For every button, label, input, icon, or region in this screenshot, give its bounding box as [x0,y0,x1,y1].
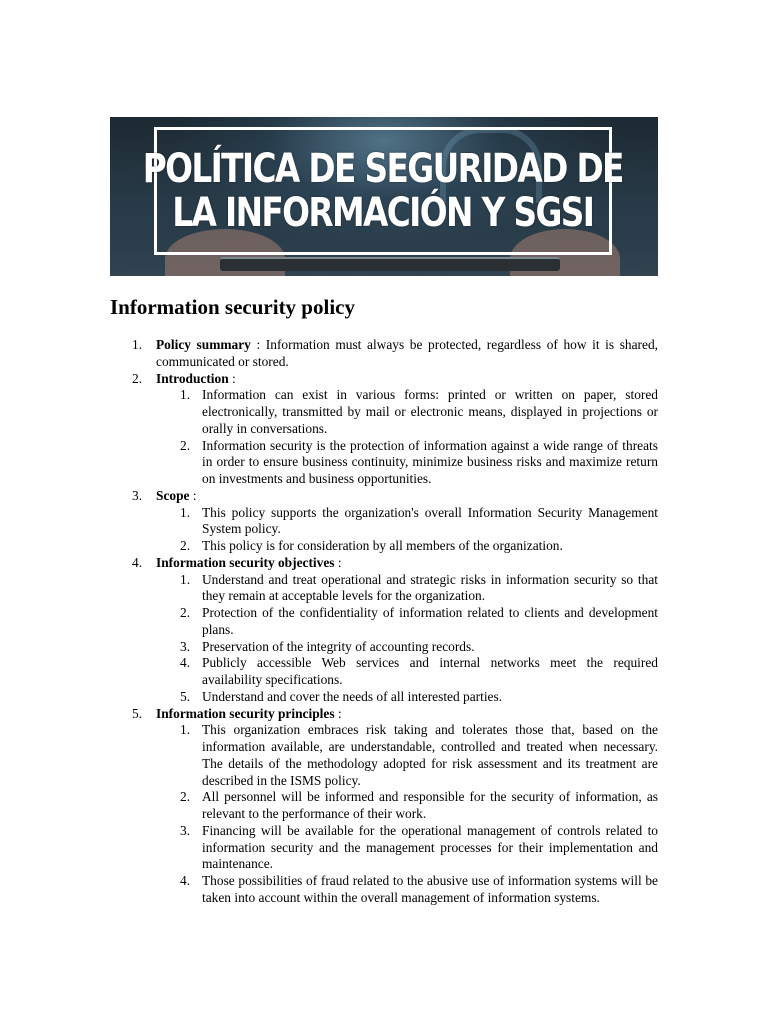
section-number: 1. [132,337,143,352]
tablet-graphic [220,257,560,271]
sub-item-number: 4. [180,873,191,888]
sub-item-text: Preservation of the integrity of accounting records. [202,638,475,654]
sub-item [110,823,658,873]
sub-item [110,438,658,488]
sub-item [110,655,658,689]
sub-item-number: 2. [180,538,191,553]
sub-item-number: 3. [180,822,191,838]
section-number: 3. [132,487,143,503]
section-item [110,488,658,505]
sub-item-number: 1. [180,504,191,520]
section-heading: Introduction [156,370,229,386]
section-item [110,555,658,572]
sub-item [110,505,658,539]
sub-item-text: Those possibilities of fraud related to the abusive use of information systems will be taken into account within the overall management of information systems. [202,873,658,905]
sub-item [110,789,658,823]
section-heading: Information security principles [156,705,335,721]
section-item [110,371,658,388]
sub-item [110,538,658,555]
sub-item [110,572,658,606]
sub-item [110,639,658,656]
section-number: 4. [132,554,143,570]
sub-item-number: 1. [180,387,191,403]
banner-title-frame [142,127,624,255]
banner-title-line-1: POLÍTICA DE SEGURIDAD DE [142,146,624,192]
sub-item-number: 1. [180,571,191,587]
sub-item [110,873,658,907]
sub-item-number: 4. [180,655,191,671]
banner-image [110,117,658,276]
section-separator: : [250,337,266,352]
sub-item-number: 2. [180,789,191,805]
section-separator: : [228,370,236,386]
sub-item-number: 2. [180,437,191,453]
section-item [110,337,658,371]
section-heading: Scope [156,487,190,503]
sub-item-text: Information can exist in various forms: printed or written on paper, stored electronically, transmitted by mail or electronic means, displayed in projections or orally in conversations. [202,387,658,436]
document-title: Information security policy [110,295,355,319]
sub-item [110,689,658,706]
section-separator: : [189,487,197,503]
policy-list [110,337,658,907]
section-heading: Information security objectives [156,554,335,570]
banner-title-line-2: LA INFORMACIÓN Y SGSI [172,190,594,236]
sub-item-text: This policy supports the organization's overall Information Security Management System policy. [202,504,658,537]
sub-item-text: Information security is the protection of information against a wide range of threats in order to ensure business continuity, minimize business risks and maximize return on investments and business opportunities. [202,437,658,486]
sub-item-number: 1. [180,722,191,738]
sub-item [110,387,658,437]
sub-item [110,605,658,639]
sub-item-text: Protection of the confidentiality of information related to clients and development plans. [202,605,658,637]
section-separator: : [334,705,342,721]
sub-item-text: This policy is for consideration by all members of the organization. [202,538,563,553]
sub-item-text: Understand and treat operational and strategic risks in information security so that they remain at acceptable levels for the organization. [202,571,658,604]
sub-item-number: 5. [180,688,191,704]
section-heading: Policy summary [156,337,251,352]
sub-item [110,722,658,789]
sub-item-text: Financing will be available for the operational management of controls related to information security and the management processes for their implementation and maintenance. [202,822,658,872]
sub-item-text: All personnel will be informed and responsible for the security of information, as relevant to the performance of their work. [202,789,658,821]
sub-item-text: This organization embraces risk taking and tolerates those that, based on the information available, are understandable, controlled and treated when necessary. The details of the methodology adopted for risk assessment and its treatment are described in the ISMS policy. [202,722,658,788]
sub-item-number: 2. [180,605,191,620]
sub-item-text: Understand and cover the needs of all interested parties. [202,688,503,704]
section-text: Information must always be protected, regardless of how it is shared, communicated or stored. [156,337,658,369]
sub-item-number: 3. [180,638,191,654]
sub-item-text: Publicly accessible Web services and internal networks meet the required availability specifications. [202,655,658,687]
section-item [110,706,658,723]
section-number: 2. [132,370,143,386]
section-separator: : [334,554,342,570]
section-number: 5. [132,705,143,721]
